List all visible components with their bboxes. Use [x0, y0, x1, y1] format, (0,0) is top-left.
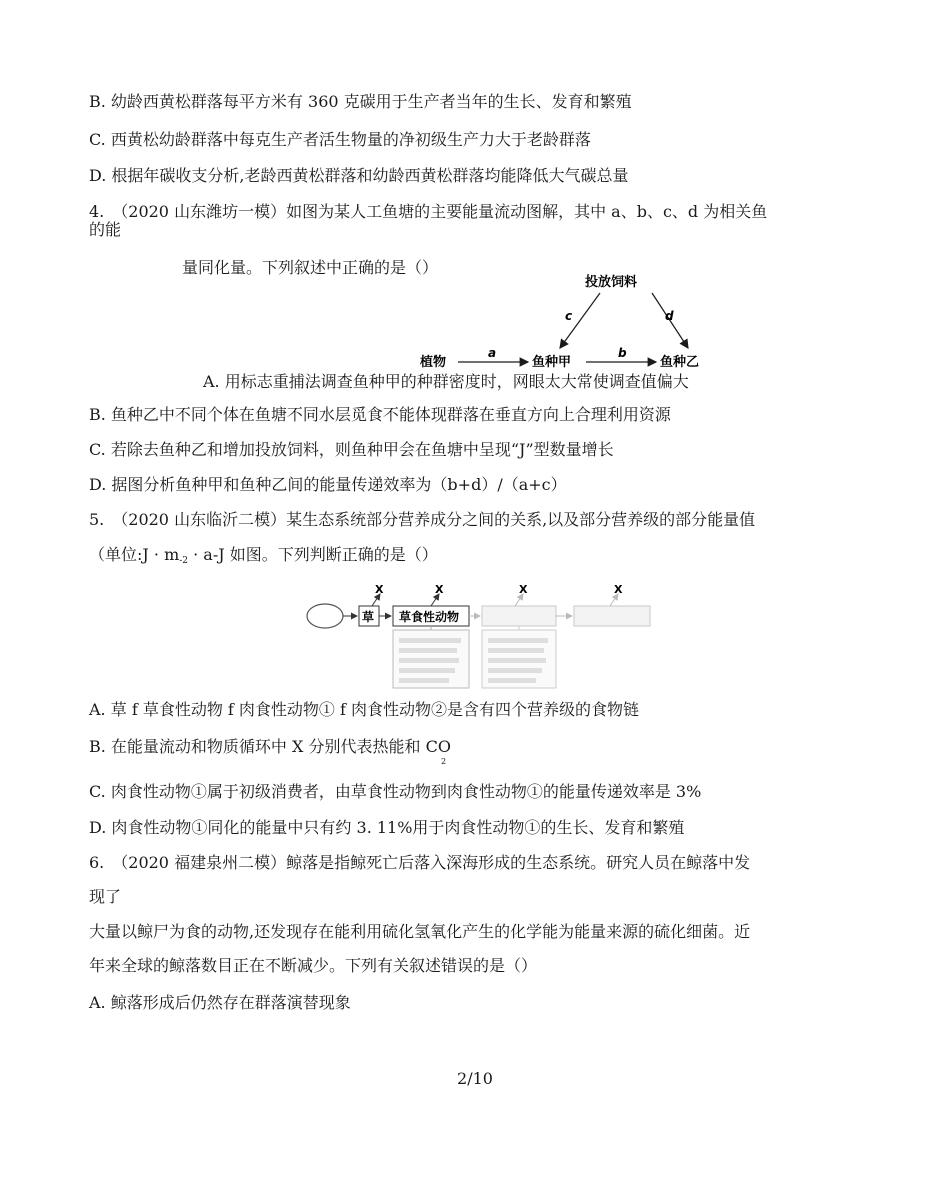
q4-option-a: A. 用标志重捕法调查鱼种甲的种群密度时，网眼太大常使调查值偏大 [203, 372, 689, 391]
q6-stem-line2: 现了 [89, 887, 122, 906]
svg-text:草食性动物: 草食性动物 [399, 610, 460, 624]
q4-stem-line1: 4. （2020 山东潍坊一模）如图为某人工鱼塘的主要能量流动图解，其中 a、b、c、d 为相关鱼 [89, 202, 768, 221]
plant-node: 植物 [420, 355, 447, 370]
q5-stem-line1: 5. （2020 山东临沂二模）某生态系统部分营养成分之间的关系,以及部分营养级的部分能量值 [89, 510, 756, 529]
fish-b-node: 鱼种乙 [660, 355, 700, 370]
source-node [307, 604, 343, 628]
svg-text:X: X [614, 583, 623, 596]
q4-energy-flow-diagram [420, 268, 720, 378]
q5-stem-line2: （单位:J · m-2 · a-J 如图。下列判断正确的是（） [89, 545, 438, 566]
q5-option-d: D. 肉食性动物①同化的能量中只有约 3. 11%用于肉食性动物①的生长、发育和繁殖 [89, 818, 685, 837]
q5-energy-diagram [305, 582, 660, 690]
carnivore2-box [574, 606, 650, 626]
q5-option-a: A. 草 f 草食性动物 f 肉食性动物① f 肉食性动物②是含有四个营养级的食物链 [89, 700, 640, 719]
q6-stem-line3: 大量以鲸尸为食的动物,还发现存在能利用硫化氢氧化产生的化学能为能量来源的硫化细菌。近 [89, 922, 751, 941]
svg-text:草: 草 [362, 610, 375, 624]
svg-text:X: X [375, 583, 384, 596]
label-d: d [665, 309, 674, 323]
page-number: 2/10 [457, 1069, 493, 1088]
q5-option-b: B. 在能量流动和物质循环中 X 分别代表热能和 $CO_2$ [89, 737, 451, 766]
option-c-prev: C. 西黄松幼龄群落中每克生产者活生物量的净初级生产力大于老龄群落 [89, 130, 591, 149]
q6-option-a: A. 鲸落形成后仍然存在群落演替现象 [89, 993, 351, 1012]
feed-node: 投放饲料 [585, 275, 638, 290]
svg-text:X: X [519, 583, 528, 596]
option-b-prev: B. 幼龄西黄松群落每平方米有 360 克碳用于生产者当年的生长、发育和繁殖 [89, 92, 632, 111]
option-d-prev: D. 根据年碳收支分析,老龄西黄松群落和幼龄西黄松群落均能降低大气碳总量 [89, 166, 629, 185]
q6-stem-line1: 6. （2020 福建泉州二模）鲸落是指鲸死亡后落入深海形成的生态系统。研究人员在鲸落中发 [89, 853, 751, 872]
label-c: c [565, 309, 573, 323]
q4-stem-line3: 量同化量。下列叙述中正确的是（） [182, 258, 439, 277]
q4-option-b: B. 鱼种乙中不同个体在鱼塘不同水层觅食不能体现群落在垂直方向上合理利用资源 [89, 405, 671, 424]
q4-stem-line2: 的能 [89, 220, 122, 239]
q5-option-c: C. 肉食性动物①属于初级消费者，由草食性动物到肉食性动物①的能量传递效率是 3% [89, 782, 702, 801]
label-a: a [488, 346, 497, 360]
carnivore1-box [482, 606, 556, 626]
svg-text:X: X [435, 583, 444, 596]
q4-option-c: C. 若除去鱼种乙和增加投放饲料，则鱼种甲会在鱼塘中呈现“J”型数量增长 [89, 440, 614, 459]
label-b: b [618, 346, 627, 360]
q4-option-d: D. 据图分析鱼种甲和鱼种乙间的能量传递效率为（b+d）/（a+c） [89, 475, 567, 494]
q6-stem-line4: 年来全球的鲸落数目正在不断减少。下列有关叙述错误的是（） [89, 956, 538, 975]
fish-a-node: 鱼种甲 [532, 355, 572, 370]
